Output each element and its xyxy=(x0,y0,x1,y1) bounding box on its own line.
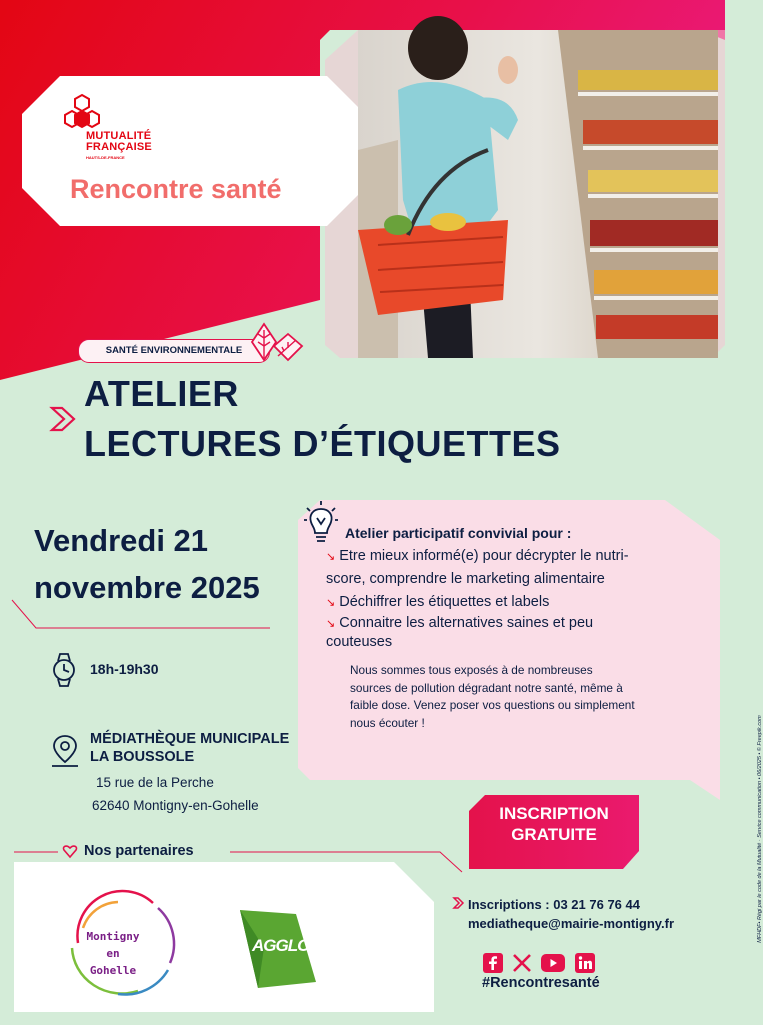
heart-icon xyxy=(63,845,77,858)
workshop-bullet-1: ↘ Etre mieux informé(e) pour décrypter le nutri- xyxy=(326,548,629,564)
logo-subtext: HAUTS-DE-FRANCE xyxy=(86,155,125,160)
workshop-bullet-1-cont: score, comprendre le marketing alimentaire xyxy=(326,571,605,587)
montigny-logo-text: Montigny en Gohelle xyxy=(86,930,140,977)
social-icons xyxy=(483,953,603,975)
workshop-bullet-2: ↘ Déchiffrer les étiquettes et labels xyxy=(326,594,550,610)
workshop-bullet-3-cont: couteuses xyxy=(326,634,393,650)
location-pin-icon xyxy=(50,734,80,768)
hashtag: #Rencontresanté xyxy=(482,975,600,991)
partners-title: Nos partenaires xyxy=(84,843,194,859)
x-icon[interactable] xyxy=(512,953,532,973)
category-tag-label: SANTÉ ENVIRONNEMENTALE xyxy=(105,345,243,356)
contact-phone: Inscriptions : 03 21 76 76 44 xyxy=(468,897,640,912)
venue-address-2: 62640 Montigny-en-Gohelle xyxy=(92,798,259,813)
arrow-icon: ↘ xyxy=(326,618,336,630)
logo-text: MUTUALITÉ FRANÇAISE xyxy=(86,130,152,153)
venue-address-1: 15 rue de la Perche xyxy=(96,775,214,790)
date-line-2: novembre 2025 xyxy=(34,570,260,605)
facebook-icon[interactable] xyxy=(483,953,503,973)
chevron-right-icon xyxy=(48,404,78,434)
title-line-1: ATELIER xyxy=(84,373,239,414)
watch-icon xyxy=(50,652,78,688)
inscription-button[interactable]: INSCRIPTION GRATUITE xyxy=(499,804,609,844)
agglo-logo-text: AGGLO xyxy=(252,936,310,955)
youtube-icon[interactable] xyxy=(541,954,565,972)
leaf-icon xyxy=(248,320,304,366)
contact-email[interactable]: mediatheque@mairie-montigny.fr xyxy=(468,916,675,931)
arrow-icon: ↘ xyxy=(326,551,336,563)
lightbulb-icon xyxy=(303,500,339,546)
linkedin-icon[interactable] xyxy=(575,953,595,973)
arrow-icon: ↘ xyxy=(326,597,336,609)
category-tag xyxy=(78,339,270,363)
workshop-paragraph: Nous sommes tous exposés à de nombreuses sources de pollution dégradant notre santé, même à faible dose. Venez poser vos questions ou simplement nous écouter ! xyxy=(350,663,635,730)
title-line-2: LECTURES D’ÉTIQUETTES xyxy=(84,423,561,464)
event-time: 18h-19h30 xyxy=(90,661,159,677)
supermarket-photo xyxy=(358,30,718,358)
date-line-1: Vendredi 21 xyxy=(34,523,209,558)
workshop-heading: Atelier participatif convivial pour : xyxy=(345,525,572,541)
workshop-bullet-3: ↘ Connaitre les alternatives saines et peu xyxy=(326,615,594,631)
mutualite-logo-icon xyxy=(62,93,102,133)
event-type: Rencontre santé xyxy=(70,174,282,204)
chevron-right-icon xyxy=(452,897,464,909)
venue-name: MÉDIATHÈQUE MUNICIPALE LA BOUSSOLE xyxy=(90,731,290,765)
legal-text: MFHDF• Régi par le code de la Mutualité · Service communication • 06/2025 • © Freepik.com xyxy=(757,715,763,943)
